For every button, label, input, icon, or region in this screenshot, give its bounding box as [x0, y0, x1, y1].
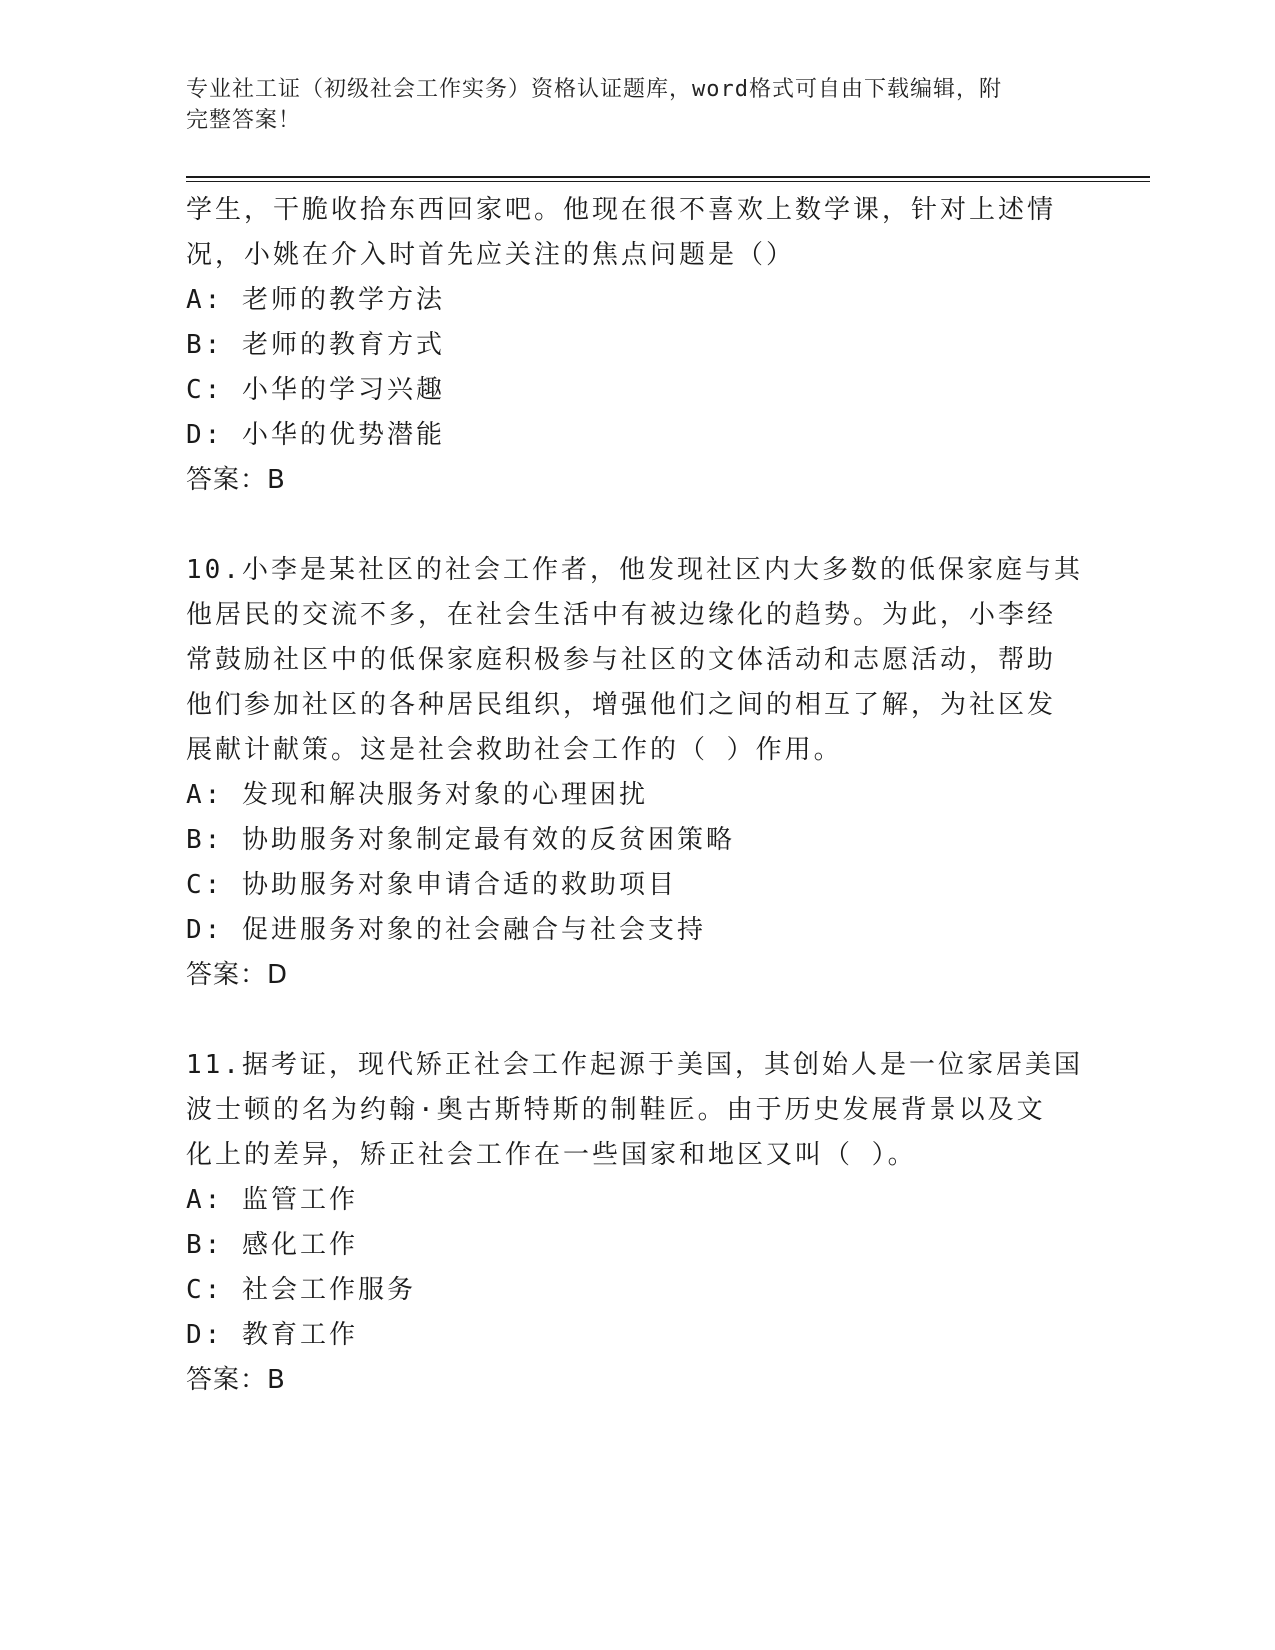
spacer [186, 503, 1086, 548]
question-text-line: 10.小李是某社区的社会工作者，他发现社区内大多数的低保家庭与其 [186, 555, 1083, 585]
page-header [186, 74, 1086, 136]
answer-label: 答案：B [186, 1365, 286, 1395]
option-d: D: 促进服务对象的社会融合与社会支持 [186, 915, 706, 945]
answer-label: 答案：B [186, 465, 286, 495]
header-divider-thick [186, 176, 1150, 178]
option-a: A: 发现和解决服务对象的心理困扰 [186, 780, 648, 810]
option-a: A: 监管工作 [186, 1185, 358, 1215]
question-11 [186, 1043, 1086, 1403]
answer-label: 答案：D [186, 960, 289, 990]
question-text-line: 化上的差异，矫正社会工作在一些国家和地区又叫（ ）。 [186, 1140, 917, 1170]
question-9 [186, 188, 1086, 503]
header-line-1: 专业社工证（初级社会工作实务）资格认证题库，word格式可自由下载编辑，附 [186, 77, 1002, 102]
option-d: D: 教育工作 [186, 1320, 358, 1350]
question-text-line: 常鼓励社区中的低保家庭积极参与社区的文体活动和志愿活动，帮助 [186, 645, 1057, 675]
question-text-line: 展献计献策。这是社会救助社会工作的（ ）作用。 [186, 735, 843, 765]
option-b: B: 协助服务对象制定最有效的反贫困策略 [186, 825, 735, 855]
question-10 [186, 548, 1086, 998]
question-text-line: 波士顿的名为约翰·奥古斯特斯的制鞋匠。由于历史发展背景以及文 [186, 1095, 1046, 1125]
question-text-line: 学生，干脆收拾东西回家吧。他现在很不喜欢上数学课，针对上述情 [186, 195, 1057, 225]
header-line-2: 完整答案！ [186, 108, 302, 133]
spacer [186, 998, 1086, 1043]
option-b: B: 老师的教育方式 [186, 330, 445, 360]
question-text-line: 11.据考证，现代矫正社会工作起源于美国，其创始人是一位家居美国 [186, 1050, 1083, 1080]
option-c: C: 协助服务对象申请合适的救助项目 [186, 870, 677, 900]
question-list [186, 188, 1086, 1403]
question-text-line: 他居民的交流不多，在社会生活中有被边缘化的趋势。为此，小李经 [186, 600, 1057, 630]
question-text-line: 他们参加社区的各种居民组织，增强他们之间的相互了解，为社区发 [186, 690, 1057, 720]
option-a: A: 老师的教学方法 [186, 285, 445, 315]
option-d: D: 小华的优势潜能 [186, 420, 445, 450]
option-c: C: 小华的学习兴趣 [186, 375, 445, 405]
option-b: B: 感化工作 [186, 1230, 358, 1260]
option-c: C: 社会工作服务 [186, 1275, 416, 1305]
question-text-line: 况，小姚在介入时首先应关注的焦点问题是（） [186, 240, 796, 270]
header-divider-thin [186, 181, 1150, 182]
